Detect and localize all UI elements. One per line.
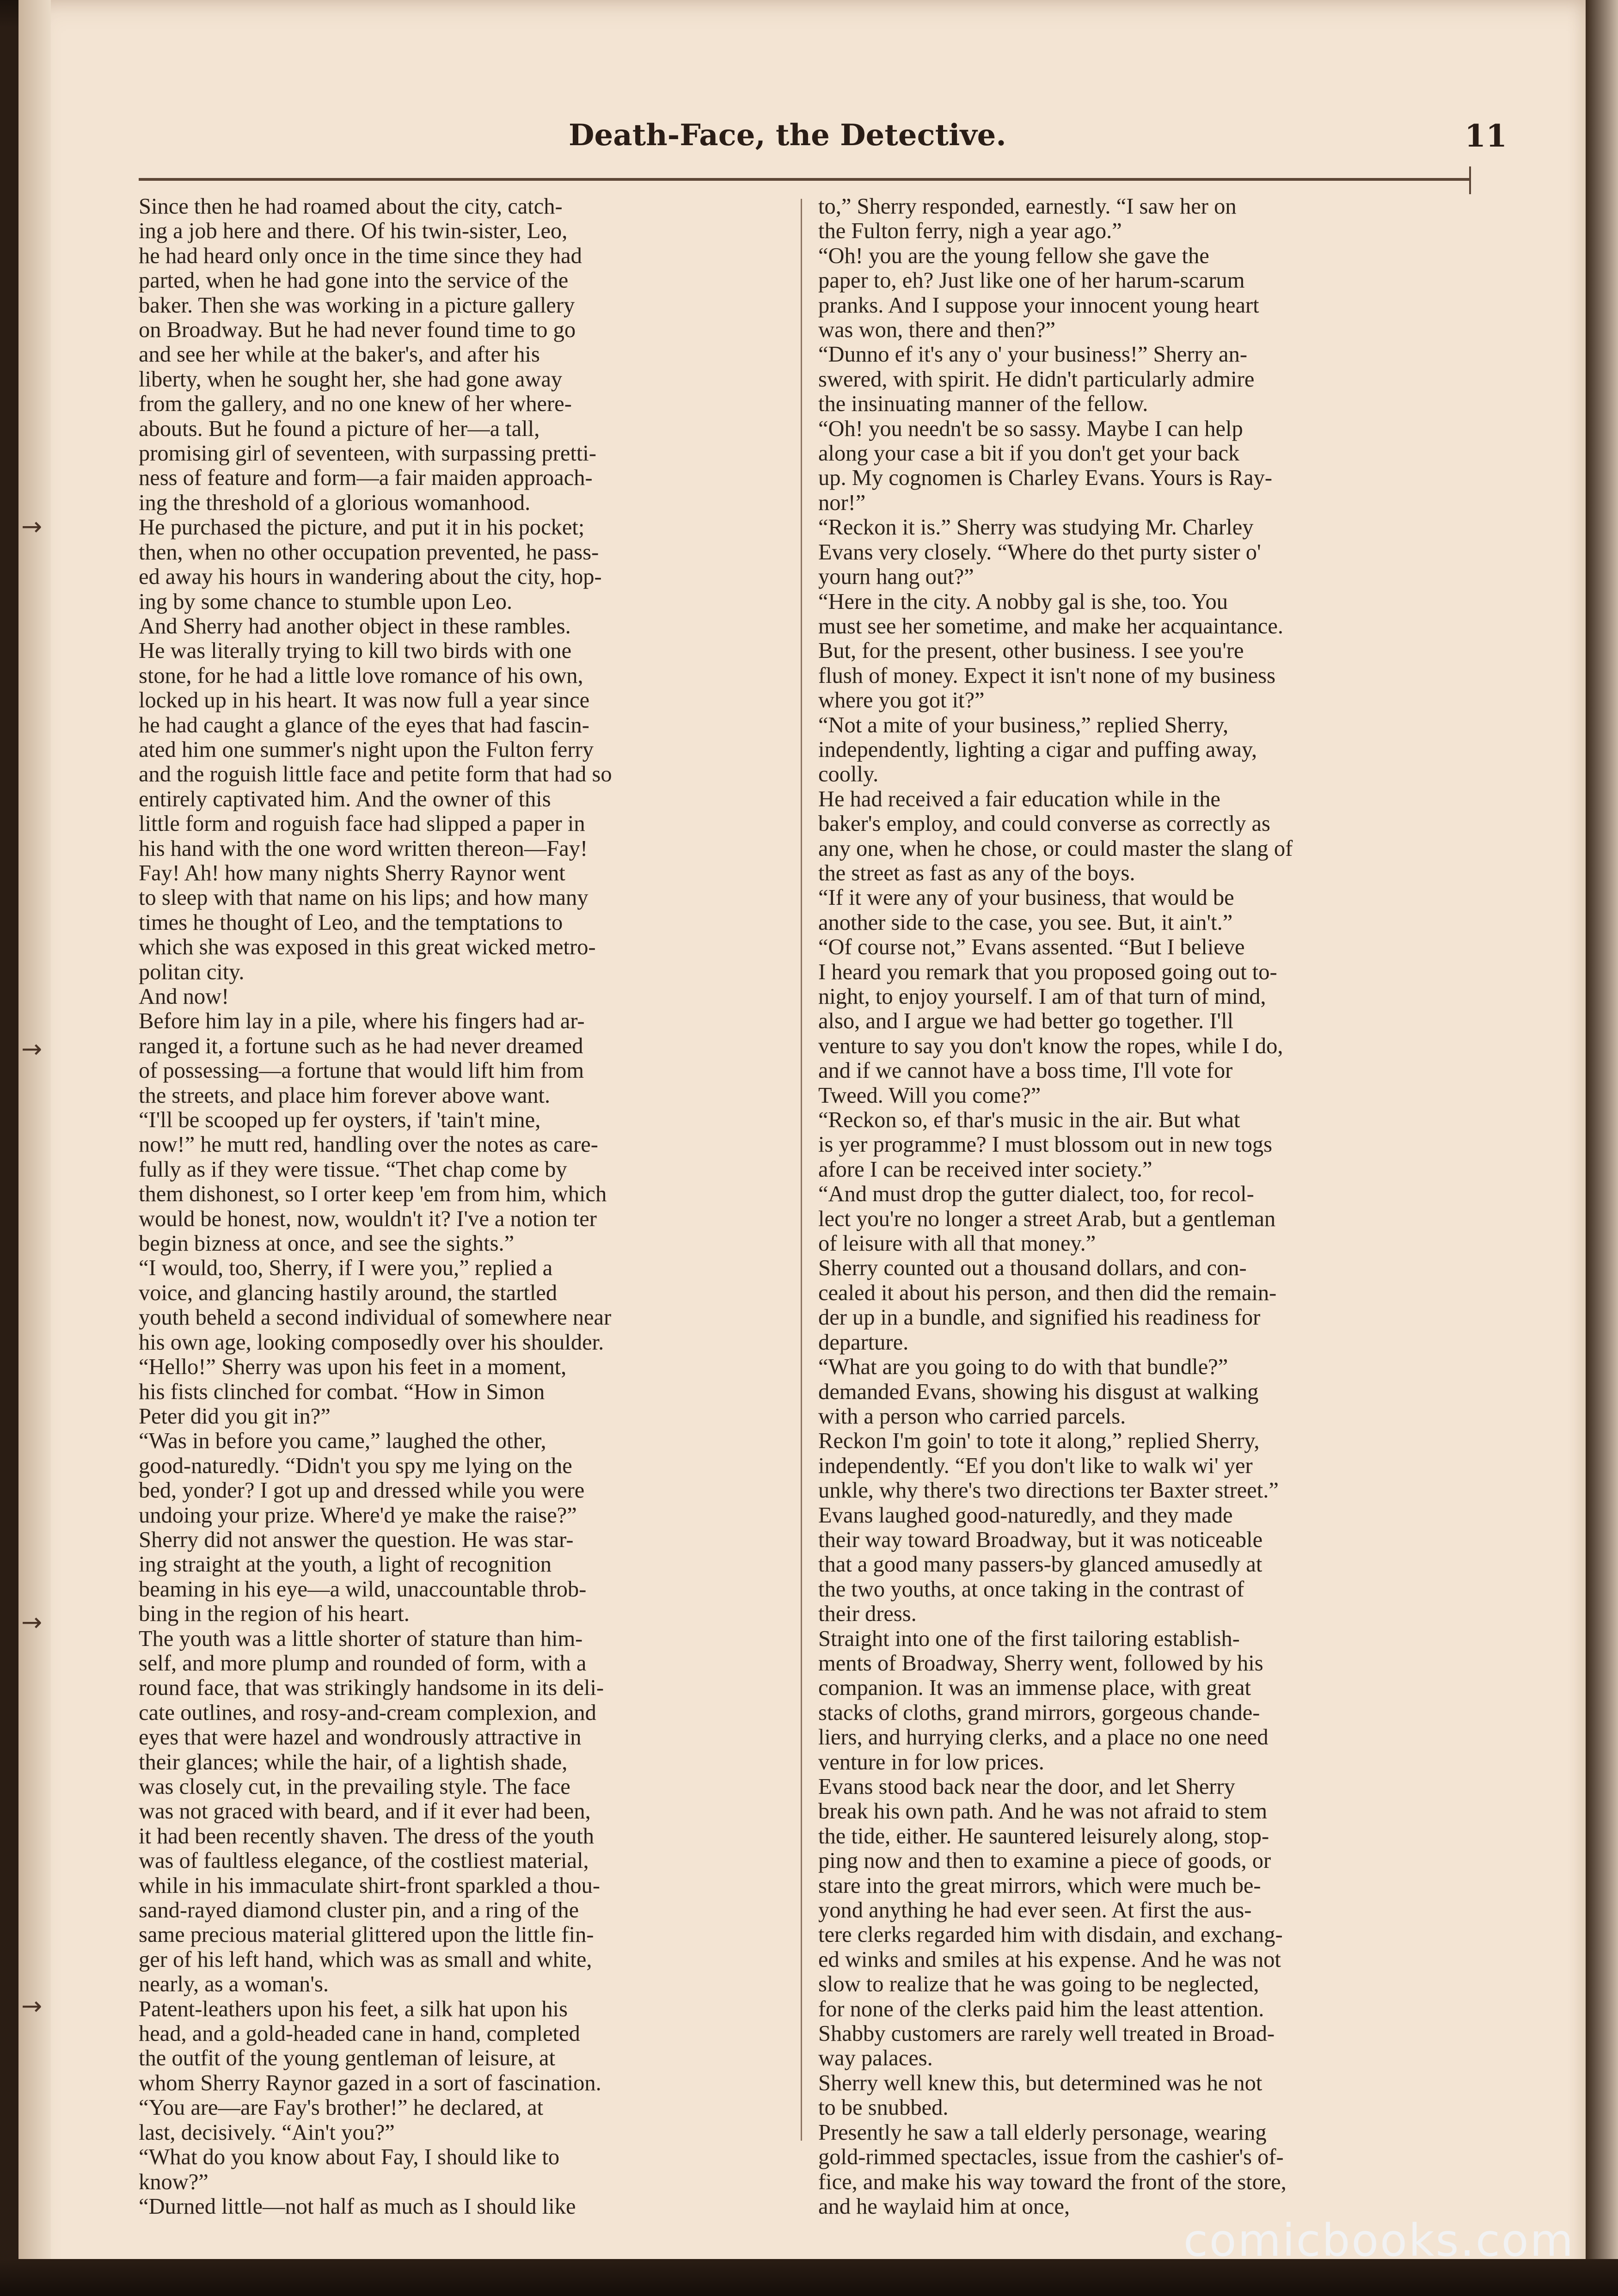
text-line: know?”	[139, 2169, 208, 2194]
text-line: was won, there and then?”	[818, 318, 1056, 343]
text-line: cate outlines, and rosy-and-cream complexion, and	[139, 1700, 596, 1725]
text-line: to be snubbed.	[818, 2095, 949, 2120]
text-line: along your case a bit if you don't get your back	[818, 441, 1240, 466]
text-line: ger of his left hand, which was as small and white,	[139, 1947, 592, 1972]
text-line: He had received a fair education while in the	[818, 786, 1220, 811]
text-line: which she was exposed in this great wicked metro-	[139, 935, 596, 960]
text-line: independently. “Ef you don't like to walk wi' yer	[818, 1453, 1253, 1478]
text-line: locked up in his heart. It was now full a year since	[139, 688, 590, 713]
text-line: bing in the region of his heart.	[139, 1602, 410, 1627]
text-line: another side to the case, you see. But, it ain't.”	[818, 910, 1233, 935]
text-line: fully as if they were tissue. “Thet chap come by	[139, 1157, 567, 1182]
text-line: nor!”	[818, 490, 866, 515]
text-line: “Not a mite of your business,” replied Sherry,	[818, 712, 1229, 737]
text-line: “I'll be scooped up fer oysters, if 'tain't mine,	[139, 1108, 541, 1133]
staple-icon: →	[21, 1034, 43, 1063]
text-line: afore I can be received inter society.”	[818, 1157, 1152, 1182]
text-line: was closely cut, in the prevailing style. The face	[139, 1774, 570, 1799]
text-line: paper to, eh? Just like one of her harum-scarum	[818, 268, 1245, 293]
staple-icon: →	[21, 1991, 43, 2020]
text-line: head, and a gold-headed cane in hand, completed	[139, 2021, 580, 2046]
text-line: I heard you remark that you proposed going out to-	[818, 959, 1277, 984]
text-line: “Dunno ef it's any o' your business!” Sherry an-	[818, 342, 1247, 367]
text-line: The youth was a little shorter of stature than him-	[139, 1626, 583, 1651]
text-line: voice, and glancing hastily around, the startled	[139, 1280, 558, 1305]
text-line: “Here in the city. A nobby gal is she, too. You	[818, 589, 1228, 614]
text-line: ated him one summer's night upon the Fulton ferry	[139, 737, 594, 762]
text-line: the two youths, at once taking in the contrast of	[818, 1577, 1244, 1602]
running-header	[139, 118, 1526, 169]
text-line: companion. It was an immense place, with great	[818, 1676, 1251, 1701]
text-line: “Reckon it is.” Sherry was studying Mr. Charley	[818, 515, 1254, 540]
text-line: coolly.	[818, 762, 879, 787]
text-line: the streets, and place him forever above want.	[139, 1083, 551, 1108]
text-line: independently, lighting a cigar and puffing away,	[818, 737, 1257, 762]
text-line: stone, for he had a little love romance of his own,	[139, 663, 583, 688]
right-column	[818, 194, 1465, 2219]
text-line: and see her while at the baker's, and after his	[139, 342, 540, 367]
text-line: ping now and then to examine a piece of goods, or	[818, 1848, 1271, 1873]
staple-icon: →	[21, 1608, 43, 1637]
text-line: He was literally trying to kill two birds with one	[139, 638, 572, 663]
text-line: Patent-leathers upon his feet, a silk hat upon his	[139, 1996, 568, 2021]
text-line: “Of course not,” Evans assented. “But I believe	[818, 935, 1245, 960]
text-line: liberty, when he sought her, she had gone away	[139, 367, 563, 392]
text-line: stare into the great mirrors, which were much be-	[818, 1873, 1261, 1898]
text-line: He purchased the picture, and put it in his pocket;	[139, 515, 585, 540]
text-line: Sherry well knew this, but determined was he not	[818, 2070, 1263, 2095]
text-line: ing the threshold of a glorious womanhood.	[139, 490, 531, 515]
text-line: was not graced with beard, and if it ever had been,	[139, 1799, 591, 1824]
text-line: pranks. And I suppose your innocent young heart	[818, 293, 1259, 318]
text-line: good-naturedly. “Didn't you spy me lying on the	[139, 1453, 572, 1478]
scan-right-edge	[1586, 0, 1618, 2296]
text-line: Tweed. Will you come?”	[818, 1083, 1041, 1108]
text-line: their dress.	[818, 1602, 917, 1627]
text-line: and if we cannot have a boss time, I'll vote for	[818, 1058, 1233, 1083]
staple-icon: →	[21, 512, 43, 541]
text-line: the insinuating manner of the fellow.	[818, 392, 1148, 417]
text-line: ing by some chance to stumble upon Leo.	[139, 589, 513, 614]
text-line: Reckon I'm goin' to tote it along,” replied Sherry,	[818, 1429, 1260, 1454]
text-line: ing a job here and there. Of his twin-sister, Leo,	[139, 219, 568, 244]
text-line: the Fulton ferry, nigh a year ago.”	[818, 219, 1122, 244]
text-line: parted, when he had gone into the service of the	[139, 268, 569, 293]
text-line: with a person who carried parcels.	[818, 1404, 1126, 1429]
text-line: eyes that were hazel and wondrously attractive in	[139, 1725, 582, 1750]
text-line: of leisure with all that money.”	[818, 1231, 1096, 1256]
text-line: cealed it about his person, and then did the remain-	[818, 1280, 1277, 1305]
text-line: Evans very closely. “Where do thet purty sister o'	[818, 540, 1261, 565]
text-line: he had heard only once in the time since they had	[139, 243, 582, 268]
text-line: now!” he mutt red, handling over the notes as care-	[139, 1132, 598, 1157]
text-line: ed winks and smiles at his expense. And he was not	[818, 1947, 1281, 1972]
text-line: would be honest, now, wouldn't it? I've a notion ter	[139, 1206, 597, 1231]
text-line: ing straight at the youth, a light of recognition	[139, 1552, 552, 1577]
text-line: venture in for low prices.	[818, 1750, 1044, 1774]
text-line: Since then he had roamed about the city, catch-	[139, 194, 563, 219]
text-line: ness of feature and form—a fair maiden approach-	[139, 466, 593, 491]
text-line: Presently he saw a tall elderly personage, wearing	[818, 2120, 1267, 2145]
text-line: lect you're no longer a street Arab, but a gentleman	[818, 1206, 1276, 1231]
text-line: that a good many passers-by glanced amusedly at	[818, 1552, 1263, 1577]
text-line: yond anything he had ever seen. At first the aus-	[818, 1898, 1252, 1923]
text-line: Before him lay in a pile, where his fingers had ar-	[139, 1009, 585, 1034]
binding-edge	[18, 0, 51, 2296]
header-rule-tick	[1469, 166, 1471, 194]
text-line: bed, yonder? I got up and dressed while you were	[139, 1478, 585, 1503]
text-line: fice, and make his way toward the front of the store,	[818, 2169, 1287, 2194]
text-line: “Durned little—not half as much as I should like	[139, 2194, 576, 2219]
text-line: them dishonest, so I orter keep 'em from him, which	[139, 1182, 607, 1207]
text-line: entirely captivated him. And the owner of this	[139, 786, 551, 811]
text-line: break his own path. And he was not afraid to stem	[818, 1799, 1268, 1824]
text-line: from the gallery, and no one knew of her where-	[139, 392, 572, 417]
text-line: up. My cognomen is Charley Evans. Yours is Ray-	[818, 466, 1273, 491]
text-line: “You are—are Fay's brother!” he declared, at	[139, 2095, 544, 2120]
text-line: on Broadway. But he had never found time to go	[139, 318, 576, 343]
text-line: night, to enjoy yourself. I am of that turn of mind,	[818, 984, 1266, 1009]
text-line: the tide, either. He sauntered leisurely along, stop-	[818, 1823, 1269, 1848]
text-line: of possessing—a fortune that would lift him from	[139, 1058, 584, 1083]
text-line: last, decisively. “Ain't you?”	[139, 2120, 395, 2145]
text-line: “Oh! you needn't be so sassy. Maybe I can help	[818, 416, 1243, 441]
text-line: Evans laughed good-naturedly, and they made	[818, 1503, 1233, 1528]
text-line: it had been recently shaven. The dress of the youth	[139, 1823, 594, 1848]
text-line: the street as fast as any of the boys.	[818, 860, 1135, 885]
text-line: undoing your prize. Where'd ye make the raise?”	[139, 1503, 577, 1528]
text-line: And now!	[139, 984, 229, 1009]
page-number: 11	[1465, 118, 1507, 154]
text-line: liers, and hurrying clerks, and a place no one need	[818, 1725, 1269, 1750]
text-line: self, and more plump and rounded of form, with a	[139, 1651, 587, 1676]
text-line: is yer programme? I must blossom out in new togs	[818, 1132, 1273, 1157]
text-line: “And must drop the gutter dialect, too, for recol-	[818, 1182, 1254, 1207]
text-line: demanded Evans, showing his disgust at walking	[818, 1379, 1259, 1404]
header-rule	[139, 178, 1470, 181]
text-line: Sherry counted out a thousand dollars, and con-	[818, 1256, 1247, 1281]
text-line: yourn hang out?”	[818, 565, 974, 589]
text-line: nearly, as a woman's.	[139, 1972, 329, 1997]
text-line: promising girl of seventeen, with surpassing pretti-	[139, 441, 597, 466]
text-line: “Reckon so, ef thar's music in the air. But what	[818, 1108, 1240, 1133]
text-line: whom Sherry Raynor gazed in a sort of fascination.	[139, 2070, 601, 2095]
column-divider	[801, 199, 802, 2141]
text-line: “Was in before you came,” laughed the other,	[139, 1429, 546, 1454]
text-line: departure.	[818, 1330, 909, 1355]
text-line: round face, that was strikingly handsome in its deli-	[139, 1676, 604, 1701]
text-line: sand-rayed diamond cluster pin, and a ring of the	[139, 1898, 579, 1923]
text-line: ments of Broadway, Sherry went, followed by his	[818, 1651, 1263, 1676]
text-line: then, when no other occupation prevented, he pass-	[139, 540, 599, 565]
text-line: ed away his hours in wandering about the city, hop-	[139, 565, 602, 589]
text-line: gold-rimmed spectacles, issue from the cashier's of-	[818, 2145, 1284, 2170]
text-line: stacks of cloths, grand mirrors, gorgeous chande-	[818, 1700, 1260, 1725]
text-line: ranged it, a fortune such as he had never dreamed	[139, 1033, 583, 1058]
text-line: Sherry did not answer the question. He was star-	[139, 1527, 574, 1552]
text-line: baker's employ, and could converse as correctly as	[818, 811, 1270, 836]
text-line: “Hello!” Sherry was upon his feet in a moment,	[139, 1355, 567, 1380]
text-line: way palaces.	[818, 2046, 933, 2071]
text-line: Fay! Ah! how many nights Sherry Raynor went	[139, 860, 565, 885]
text-line: was of faultless elegance, of the costliest material,	[139, 1848, 589, 1873]
text-line: flush of money. Expect it isn't none of my business	[818, 663, 1275, 688]
text-line: little form and roguish face had slipped a paper in	[139, 811, 585, 836]
text-line: his own age, looking composedly over his shoulder.	[139, 1330, 604, 1355]
text-line: for none of the clerks paid him the least attention.	[818, 1996, 1264, 2021]
text-line: slow to realize that he was going to be neglected,	[818, 1972, 1259, 1997]
text-line: youth beheld a second individual of somewhere near	[139, 1305, 612, 1330]
text-line: venture to say you don't know the ropes, while I do,	[818, 1033, 1283, 1058]
watermark: comicbooks.com	[1183, 2215, 1575, 2266]
text-line: baker. Then she was working in a picture gallery	[139, 293, 575, 318]
text-line: Evans stood back near the door, and let Sherry	[818, 1774, 1235, 1799]
text-line: while in his immaculate shirt-front sparkled a thou-	[139, 1873, 601, 1898]
text-line: unkle, why there's two directions ter Baxter street.”	[818, 1478, 1279, 1503]
text-line: where you got it?”	[818, 688, 985, 713]
text-line: tere clerks regarded him with disdain, and exchang-	[818, 1922, 1283, 1947]
text-line: der up in a bundle, and signified his readiness for	[818, 1305, 1261, 1330]
text-line: also, and I argue we had better go together. I'll	[818, 1009, 1234, 1034]
text-line: “Oh! you are the young fellow she gave the	[818, 243, 1209, 268]
text-line: “What are you going to do with that bundle?”	[818, 1355, 1228, 1380]
text-line: and he waylaid him at once,	[818, 2194, 1070, 2219]
text-line: his hand with the one word written thereon—Fay!	[139, 836, 588, 861]
text-line: their glances; while the hair, of a lightish shade,	[139, 1750, 568, 1774]
text-line: Peter did you git in?”	[139, 1404, 331, 1429]
text-line: abouts. But he found a picture of her—a tall,	[139, 416, 540, 441]
text-line: “What do you know about Fay, I should like to	[139, 2145, 560, 2170]
text-line: times he thought of Leo, and the temptations to	[139, 910, 563, 935]
text-line: “If it were any of your business, that would be	[818, 885, 1234, 910]
text-line: same precious material glittered upon the little fin-	[139, 1922, 594, 1947]
text-line: Straight into one of the first tailoring establish-	[818, 1626, 1240, 1651]
text-line: he had caught a glance of the eyes that had fascin-	[139, 712, 589, 737]
text-line: But, for the present, other business. I see you're	[818, 638, 1244, 663]
text-line: And Sherry had another object in these rambles.	[139, 614, 571, 638]
text-line: his fists clinched for combat. “How in Simon	[139, 1379, 545, 1404]
left-column	[139, 194, 786, 2219]
text-line: swered, with spirit. He didn't particularly admire	[818, 367, 1255, 392]
text-line: must see her sometime, and make her acquaintance.	[818, 614, 1283, 638]
text-line: “I would, too, Sherry, if I were you,” replied a	[139, 1256, 553, 1281]
text-line: beaming in his eye—a wild, unaccountable throb-	[139, 1577, 587, 1602]
text-line: begin bizness at once, and see the sights.”	[139, 1231, 515, 1256]
running-title: Death-Face, the Detective.	[569, 118, 1006, 153]
text-line: Shabby customers are rarely well treated in Broad-	[818, 2021, 1275, 2046]
text-line: to sleep with that name on his lips; and how many	[139, 885, 588, 910]
text-line: any one, when he chose, or could master the slang of	[818, 836, 1293, 861]
text-line: the outfit of the young gentleman of leisure, at	[139, 2046, 556, 2071]
text-line: to,” Sherry responded, earnestly. “I saw her on	[818, 194, 1237, 219]
text-line: and the roguish little face and petite form that had so	[139, 762, 612, 787]
text-line: their way toward Broadway, but it was noticeable	[818, 1527, 1263, 1552]
text-line: politan city.	[139, 959, 245, 984]
